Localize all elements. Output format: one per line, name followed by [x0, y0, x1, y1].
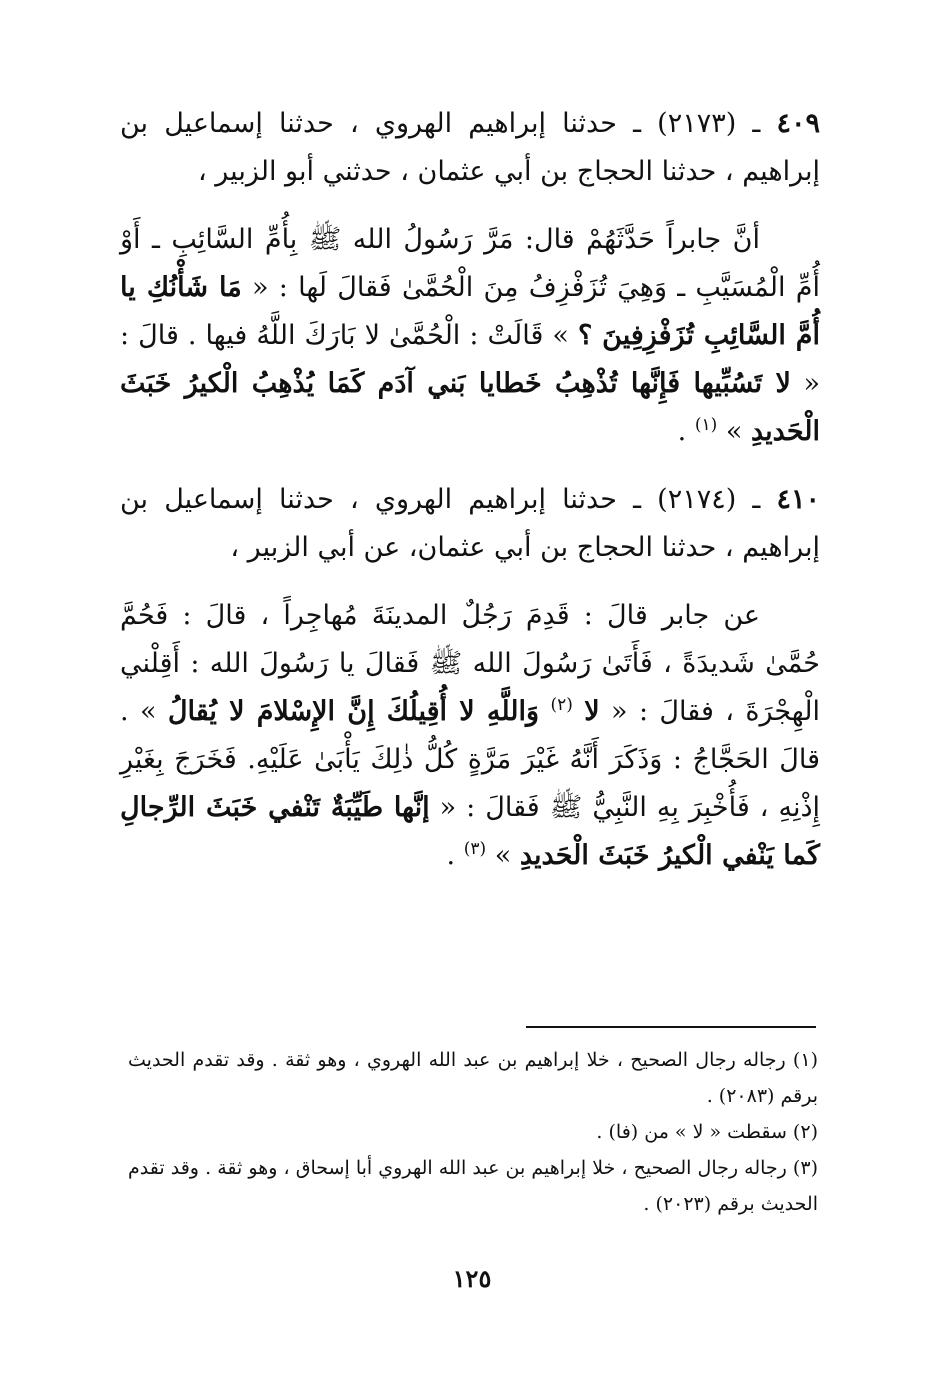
entry-409-matn	[120, 216, 820, 456]
matn-mid: » . قالَ الحَجَّاجُ : وَذَكَرَ أَنَّهُ غَيْرَ مَرَّةٍ كُلُّ ذٰلِكَ يَأْبَىٰ عَلَيْهِ. فَخَرَجَ بِغَيْرِ إِذْنِهِ ، فَأُخْبِرَ بِهِ النَّبِيُّ ﷺ فَقالَ : «	[120, 696, 820, 823]
matn-intro: عن جابر قالَ : قَدِمَ رَجُلٌ المدينَةَ مُهاجِراً ، قالَ : فَحُمَّ حُمَّىٰ شَديدَةً ، فَأَتَىٰ رَسُولَ الله ﷺ فَقالَ يا رَسُولَ الله : أَقِلْني الْهِجْرَةَ ، فقالَ : «	[120, 600, 820, 727]
footnote-ref: (٢)	[550, 695, 573, 715]
isnad-text: ـ (٢١٧٣) ـ حدثنا إبراهيم الهروي ، حدثنا إسماعيل بن إبراهيم ، حدثنا الحجاج بن أبي عثمان ، حدثني أبو الزبير ،	[120, 108, 820, 187]
entry-410-matn	[120, 592, 820, 880]
end-mark: .	[677, 416, 687, 447]
prophetic-saying: مَا شَأْنُكِ يا أُمَّ السَّائِبِ تُزَفْزِفِينَ ؟	[120, 272, 820, 351]
prophetic-saying: لا	[584, 696, 600, 727]
page-body	[120, 100, 820, 880]
footnote-2: (٢) سقطت « لا » من (فا) .	[596, 1121, 818, 1143]
prophetic-saying: وَاللَّهِ لا أُقِيلُكَ إِنَّ الإِسْلامَ لا يُقالُ	[167, 696, 540, 727]
closing-quote: »	[494, 840, 512, 871]
footnotes	[128, 1042, 818, 1222]
page-number: ١٢٥	[452, 1264, 492, 1293]
prophetic-saying: لا تَسُبِّيها فَإِنَّها تُذْهِبُ خَطايا بَني آدَم كَمَا يُذْهِبُ الْكيرُ خَبَثَ الْحَديدِ	[120, 368, 820, 447]
footnote-ref: (١)	[694, 415, 718, 435]
entry-number: ٤٠٩	[776, 108, 820, 139]
closing-quote: »	[725, 416, 743, 447]
entry-410-isnad	[120, 476, 820, 572]
end-mark: .	[446, 840, 456, 871]
entry-number: ٤١٠	[776, 484, 820, 515]
matn-mid: » قَالَتْ : الْحُمَّىٰ لا بَارَكَ اللَّهُ فيها . قالَ : «	[120, 320, 820, 399]
footnote-divider	[526, 1026, 816, 1028]
matn-intro: أنَّ جابراً حَدَّثَهُمْ قال: مَرَّ رَسُولُ الله ﷺ بِأُمِّ السَّائِبِ ـ أَوْ أُمِّ الْمُسَيَّبِ ـ وَهِيَ تُزَفْزِفُ مِنَ الْحُمَّىٰ فَقالَ لَها : «	[120, 224, 820, 303]
entry-409-isnad	[120, 100, 820, 196]
prophetic-saying: إنَّها طَيِّبَةٌ تَنْفي خَبَثَ الرِّجالِ كَما يَنْفي الْكيرُ خَبَثَ الْحَديدِ	[120, 792, 820, 871]
footnote-ref: (٣)	[463, 839, 487, 859]
footnote-1: (١) رجاله رجال الصحيح ، خلا إبراهيم بن عبد الله الهروي ، وهو ثقة . وقد تقدم الحديث برقم (٢٠٨٣) .	[128, 1049, 818, 1107]
footnote-3: (٣) رجاله رجال الصحيح ، خلا إبراهيم بن عبد الله الهروي أبا إسحاق ، وهو ثقة . وقد تقدم الحديث برقم (٢٠٢٣) .	[128, 1157, 818, 1215]
isnad-text: ـ (٢١٧٤) ـ حدثنا إبراهيم الهروي ، حدثنا إسماعيل بن إبراهيم ، حدثنا الحجاج بن أبي عثمان، عن أبي الزبير ،	[120, 484, 820, 563]
